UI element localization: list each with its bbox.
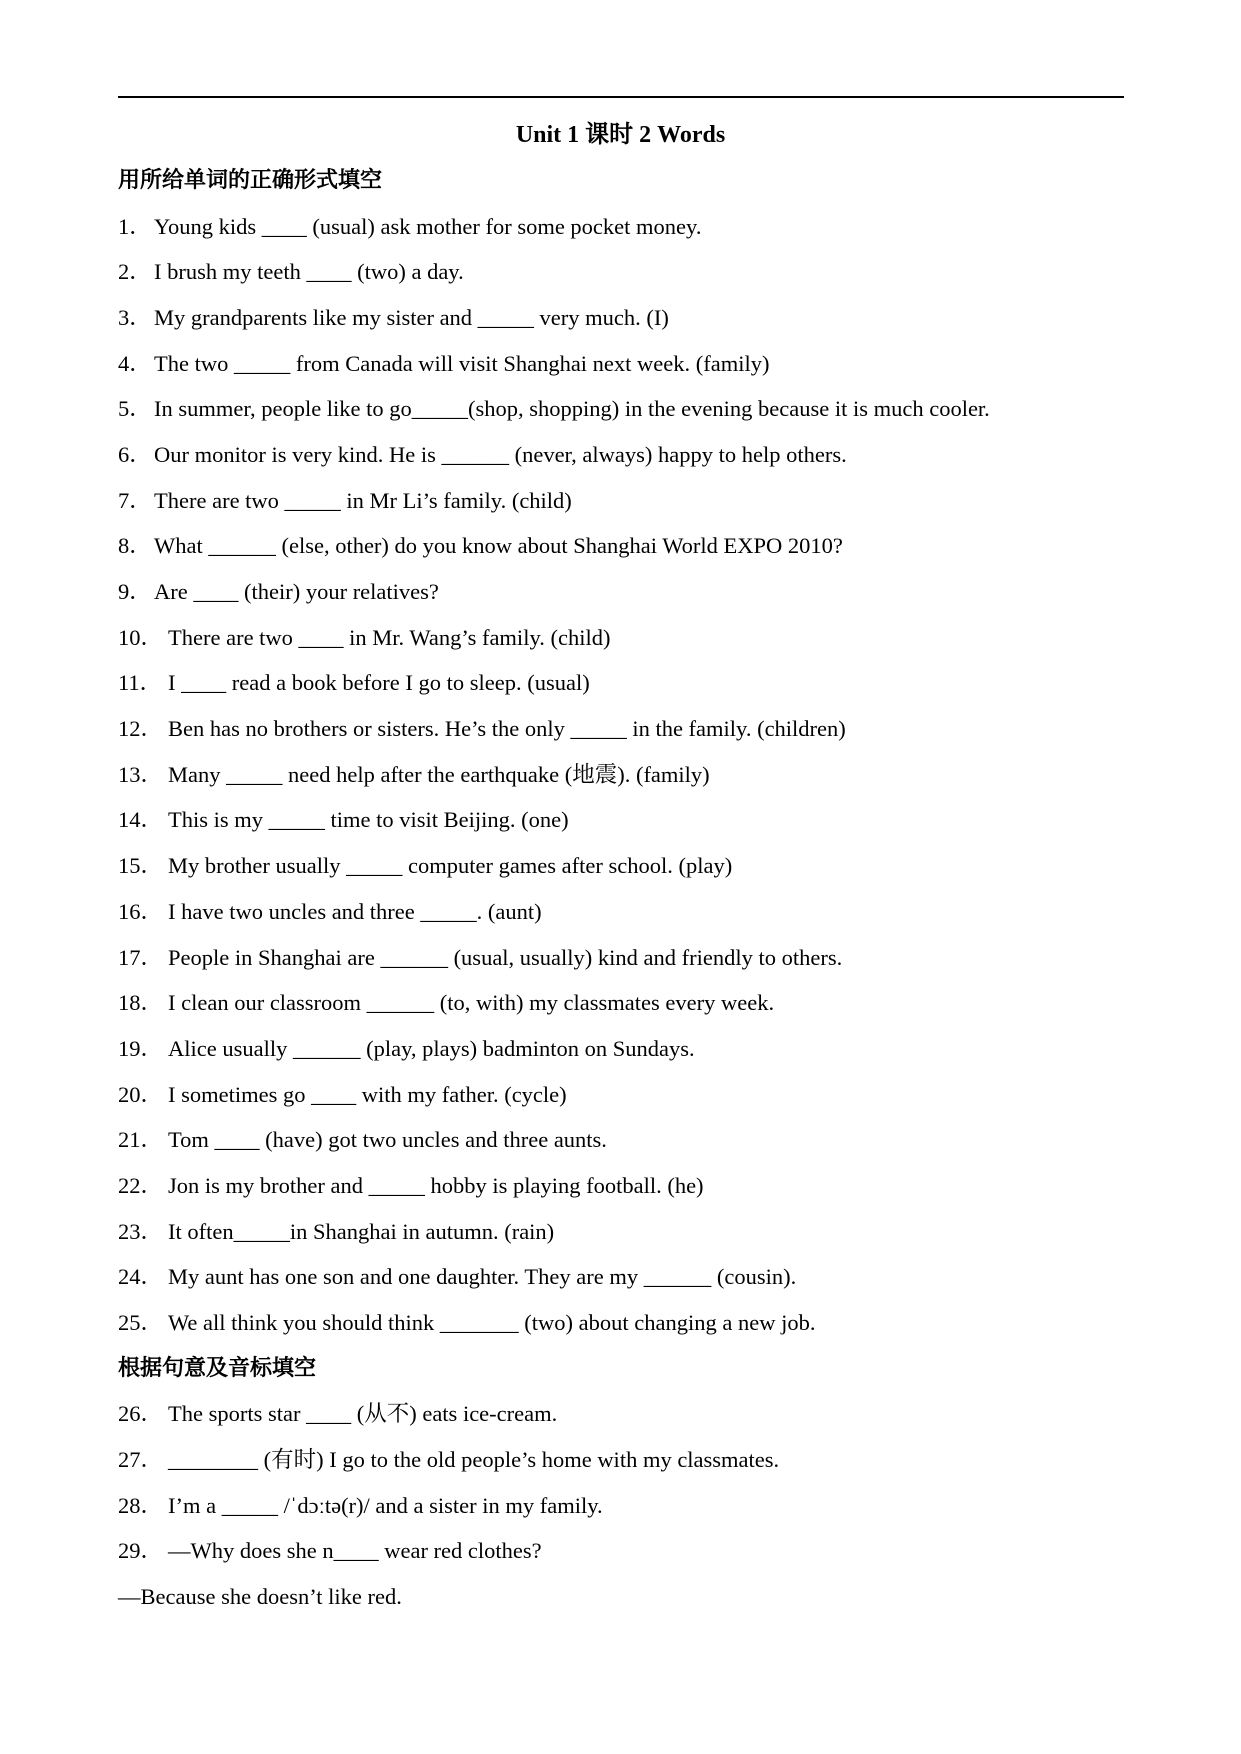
question-number: 9． [118,579,152,604]
question-number: 3． [118,304,152,330]
page-title: Unit 1 课时 2 Words [515,122,726,148]
question-number: 25． [118,1310,164,1335]
question-text: I’m a _____ /ˈdɔːtə(r)/ and a sister in my family. [168,1492,603,1518]
question-text: ________ (有时) I go to the old people’s home with my classmates. [168,1446,780,1472]
question-text: Young kids ____ (usual) ask mother for some pocket money. [154,213,702,239]
question-number: 18． [118,990,164,1016]
question-item [118,847,1128,893]
question-number: 17． [118,944,164,970]
question-text: Jon is my brother and _____ hobby is playing football. (he) [168,1172,704,1198]
question-number: 14． [118,807,164,833]
question-item [118,1030,1128,1076]
question-item [118,710,1128,756]
question-list-section1 [118,208,1128,1350]
question-text: I clean our classroom ______ (to, with) my classmates every week. [168,990,775,1016]
question-text: What ______ (else, other) do you know about Shanghai World EXPO 2010? [154,533,843,559]
question-text: I brush my teeth ____ (two) a day. [154,259,464,285]
question-item [118,208,1128,254]
question-item [118,619,1128,665]
question-text: —Why does she n____ wear red clothes? [168,1538,542,1564]
question-number: 23． [118,1218,164,1244]
question-text: There are two _____ in Mr Li’s family. (child) [154,487,572,513]
question-number: 15． [118,853,164,879]
question-text: Ben has no brothers or sisters. He’s the only _____ in the family. (children) [168,716,846,742]
question-number: 7． [118,487,152,513]
question-item [118,756,1128,802]
question-text: The two _____ from Canada will visit Shanghai next week. (family) [154,350,770,376]
question-item [118,1258,1128,1304]
question-item [118,345,1128,391]
question-number: 26． [118,1401,164,1427]
question-item [118,1121,1128,1167]
question-text: The sports star ____ (从不) eats ice-cream. [168,1401,558,1427]
question-text: There are two ____ in Mr. Wang’s family. (child) [168,624,611,650]
question-item [118,939,1128,985]
question-text: My brother usually _____ computer games after school. (play) [168,853,733,879]
question-text: Our monitor is very kind. He is ______ (never, always) happy to help others. [154,441,847,467]
question-number: 10． [118,624,164,650]
question-item [118,984,1128,1030]
question-number: 13． [118,761,164,787]
question-text: Alice usually ______ (play, plays) badminton on Sundays. [168,1035,695,1061]
question-item [118,801,1128,847]
question-number: 6． [118,441,152,467]
question-number: 4． [118,350,152,376]
question-item [118,1304,1128,1350]
question-text: My grandparents like my sister and _____ very much. (I) [154,304,669,330]
question-text: Are ____ (their) your relatives? [154,579,439,604]
question-number: 19． [118,1035,164,1061]
question-number: 27． [118,1446,164,1472]
header-rule [118,96,1124,98]
question-number: 29． [118,1538,164,1564]
question-text: It often_____in Shanghai in autumn. (rain) [168,1218,555,1244]
question-number: 20． [118,1081,164,1107]
question-text: I sometimes go ____ with my father. (cycle) [168,1081,567,1107]
question-item [118,573,1128,619]
question-item [118,893,1128,939]
question-text: I have two uncles and three _____. (aunt) [168,898,542,924]
question-text: In summer, people like to go_____(shop, shopping) in the evening because it is much cooler. [154,396,990,422]
question-text: I ____ read a book before I go to sleep. (usual) [168,670,590,696]
question-list-section2 [118,1395,1128,1578]
question-item [118,1532,1128,1578]
answer-line: —Because she doesn’t like red. [118,1583,402,1609]
question-number: 28． [118,1492,164,1518]
question-number: 5． [118,396,152,422]
question-text: People in Shanghai are ______ (usual, usually) kind and friendly to others. [168,944,843,970]
question-number: 24． [118,1264,164,1290]
question-text: Tom ____ (have) got two uncles and three aunts. [168,1127,607,1153]
section-heading-phonetic: 根据句意及音标填空 [118,1355,317,1381]
question-number: 2． [118,259,152,285]
question-text: We all think you should think _______ (two) about changing a new job. [168,1310,816,1335]
section-heading-fill-forms: 用所给单词的正确形式填空 [118,168,383,193]
question-item [118,299,1128,345]
question-text: This is my _____ time to visit Beijing. (one) [168,807,569,833]
question-item [118,482,1128,528]
question-text: My aunt has one son and one daughter. They are my ______ (cousin). [168,1264,797,1290]
question-item [118,1441,1128,1487]
question-text: Many _____ need help after the earthquake (地震). (family) [168,761,710,787]
question-item [118,436,1128,482]
question-item [118,1487,1128,1533]
question-number: 21． [118,1127,164,1153]
question-number: 22． [118,1172,164,1198]
question-number: 11． [118,670,163,696]
question-item [118,253,1128,299]
question-number: 8． [118,533,152,559]
question-item [118,664,1128,710]
question-item [118,1213,1128,1259]
question-item [118,1167,1128,1213]
question-item [118,390,1128,436]
question-number: 16． [118,898,164,924]
question-item [118,1395,1128,1441]
worksheet-content [118,162,1128,1623]
question-number: 1． [118,213,152,239]
question-number: 12． [118,716,164,742]
question-item [118,1076,1128,1122]
question-item [118,527,1128,573]
